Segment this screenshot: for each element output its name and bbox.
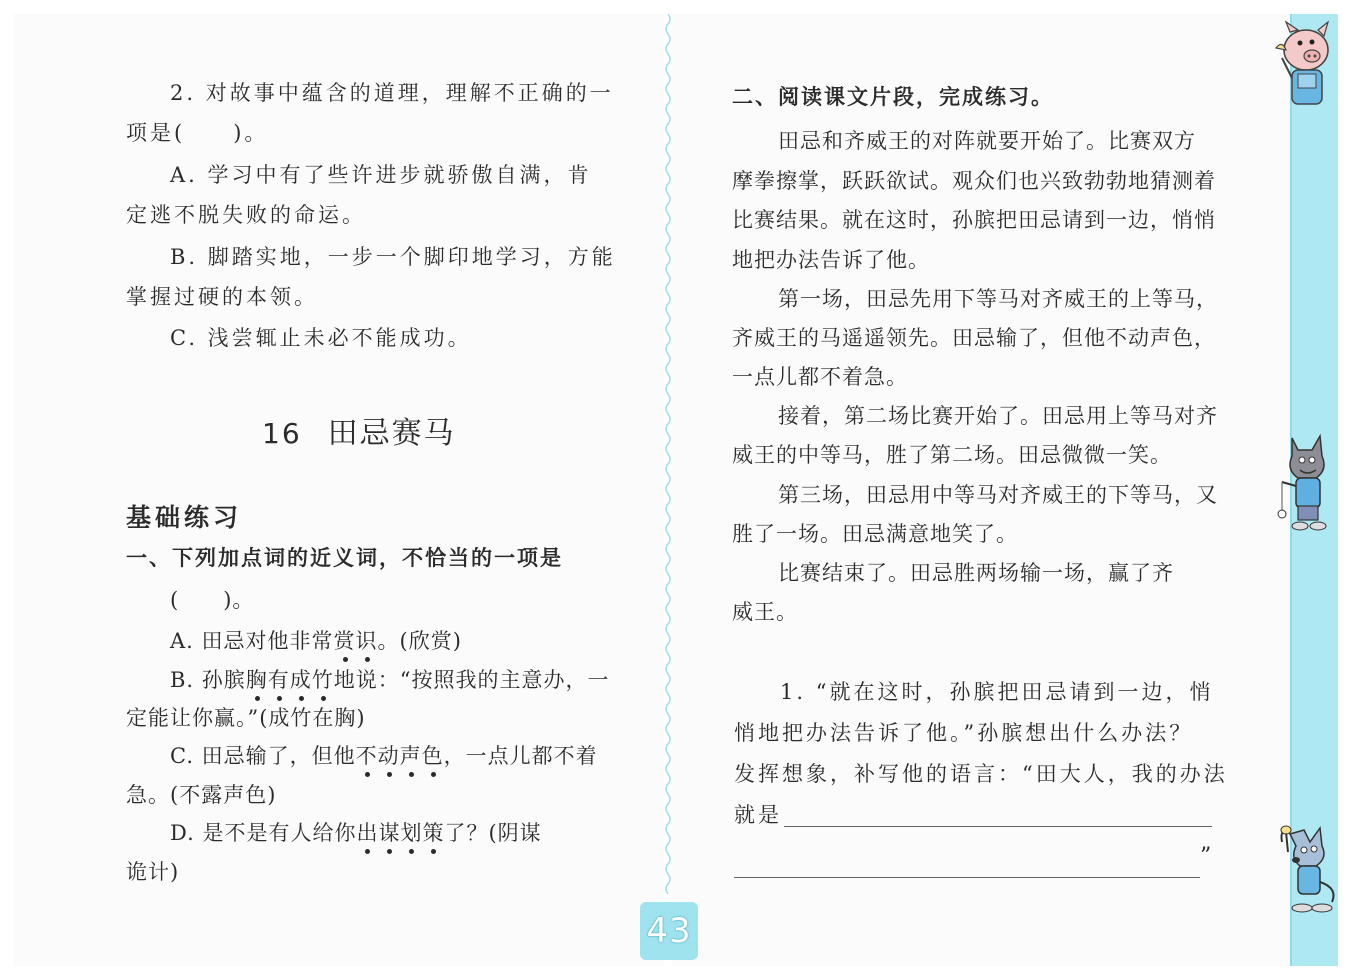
q2-line2: 项是( )。 xyxy=(126,121,269,145)
option-c-text-rest: ，一点儿都不着 xyxy=(443,744,598,768)
page-number: 43 xyxy=(640,902,698,960)
answer-line-1[interactable] xyxy=(784,826,1212,827)
ex1-heading-line1: 一、下列加点词的近义词，不恰当的一项是 xyxy=(126,546,563,570)
option-b-text-rest: 地说：“按照我的主意办，一 xyxy=(333,668,610,692)
passage-line: 威王的中等马，胜了第二场。田忌微微一笑。 xyxy=(732,443,1172,467)
lesson-number: 16 xyxy=(262,417,302,450)
emphasis-char: 赏 xyxy=(334,626,356,656)
q1-line1: 1. “就在这时，孙膑把田忌请到一边，悄 xyxy=(780,680,1214,704)
passage-line: 一点儿都不着急。 xyxy=(732,365,908,389)
emphasis-char: 胸 xyxy=(246,665,268,695)
emphasis-char: 不 xyxy=(356,741,378,771)
option-a-dotted-word xyxy=(334,629,378,653)
passage-line: 齐威王的马遥遥领先。田忌输了，但他不动声色， xyxy=(732,326,1216,350)
fox-mascot-icon xyxy=(1276,822,1340,918)
option-a-synonym: 。(欣赏) xyxy=(377,629,462,653)
emphasis-char: 成 xyxy=(290,665,312,695)
pig-mascot-icon xyxy=(1268,18,1338,113)
option-a-text: A. 田忌对他非常 xyxy=(170,629,334,653)
option-c-text: C. 田忌输了，但他 xyxy=(170,744,356,768)
emphasis-char: 谋 xyxy=(378,818,400,848)
q2-option-a-line2: 定逃不脱失败的命运。 xyxy=(126,203,366,227)
emphasis-char: 策 xyxy=(422,818,444,848)
lesson-name: 田忌赛马 xyxy=(327,416,456,451)
emphasis-char: 色 xyxy=(422,741,444,771)
option-d-text-rest: 了？(阴谋 xyxy=(444,821,542,845)
ex1-heading-line2: ( )。 xyxy=(170,588,255,612)
ex1-option-a xyxy=(170,626,462,656)
passage-line: 胜了一场。田忌满意地笑了。 xyxy=(732,522,1018,546)
q1-line3: 发挥想象，补写他的语言：“田大人，我的办法 xyxy=(734,762,1228,786)
emphasis-char: 识 xyxy=(356,626,378,656)
closing-quote: ” xyxy=(1200,844,1213,869)
passage-line: 田忌和齐威王的对阵就要开始了。比赛双方 xyxy=(778,129,1196,153)
emphasis-char: 出 xyxy=(356,818,378,848)
part2-title: 二、阅读课文片段，完成练习。 xyxy=(732,85,1054,109)
ex1-option-c-line1 xyxy=(170,741,598,771)
emphasis-char: 声 xyxy=(400,741,422,771)
ex1-option-c-line2: 急。(不露声色) xyxy=(126,783,277,807)
ex1-option-b-line1 xyxy=(170,665,610,695)
wolf-mascot-icon xyxy=(1272,430,1340,535)
passage-line: 第三场，田忌用中等马对齐威王的下等马，又 xyxy=(778,483,1218,507)
q2-option-c: C. 浅尝辄止未必不能成功。 xyxy=(170,326,472,350)
passage-line: 比赛结束了。田忌胜两场输一场，赢了齐 xyxy=(778,561,1174,585)
passage-line: 接着，第二场比赛开始了。田忌用上等马对齐 xyxy=(778,404,1218,428)
answer-line-2[interactable] xyxy=(734,877,1200,878)
q2-option-b-line2: 掌握过硬的本领。 xyxy=(126,285,318,309)
passage-line: 比赛结果。就在这时，孙膑把田忌请到一边，悄悄 xyxy=(732,208,1216,232)
ex1-option-b-line2: 定能让你赢。”(成竹在胸) xyxy=(126,706,366,730)
q1-line2: 悄地把办法告诉了他。”孙膑想出什么办法？ xyxy=(734,721,1194,745)
q2-option-a-line1: A. 学习中有了些许进步就骄傲自满，肯 xyxy=(170,163,592,187)
passage-line: 地把办法告诉了他。 xyxy=(732,248,930,272)
emphasis-char: 动 xyxy=(378,741,400,771)
passage-line: 第一场，田忌先用下等马对齐威王的上等马， xyxy=(778,287,1218,311)
option-d-dotted-word xyxy=(356,821,444,845)
emphasis-char: 有 xyxy=(268,665,290,695)
emphasis-char: 竹 xyxy=(312,665,334,695)
q2-line1: 2. 对故事中蕴含的道理，理解不正确的一 xyxy=(170,81,614,105)
q1-line4: 就是 xyxy=(734,803,782,827)
ex1-option-d-line2: 诡计) xyxy=(126,860,180,884)
lesson-title xyxy=(262,408,456,452)
section-heading: 基础练习 xyxy=(126,503,243,532)
option-b-text: B. 孙膑 xyxy=(170,668,246,692)
passage-line: 摩拳擦掌，跃跃欲试。观众们也兴致勃勃地猜测着 xyxy=(732,169,1216,193)
ex1-option-d-line1 xyxy=(170,818,542,848)
option-d-text: D. 是不是有人给你 xyxy=(170,821,357,845)
option-b-dotted-word xyxy=(246,668,334,692)
passage-line: 威王。 xyxy=(732,600,798,624)
emphasis-char: 划 xyxy=(400,818,422,848)
q2-option-b-line1: B. 脚踏实地，一步一个脚印地学习，方能 xyxy=(170,245,616,269)
option-c-dotted-word xyxy=(356,744,444,768)
page-divider xyxy=(662,14,674,894)
